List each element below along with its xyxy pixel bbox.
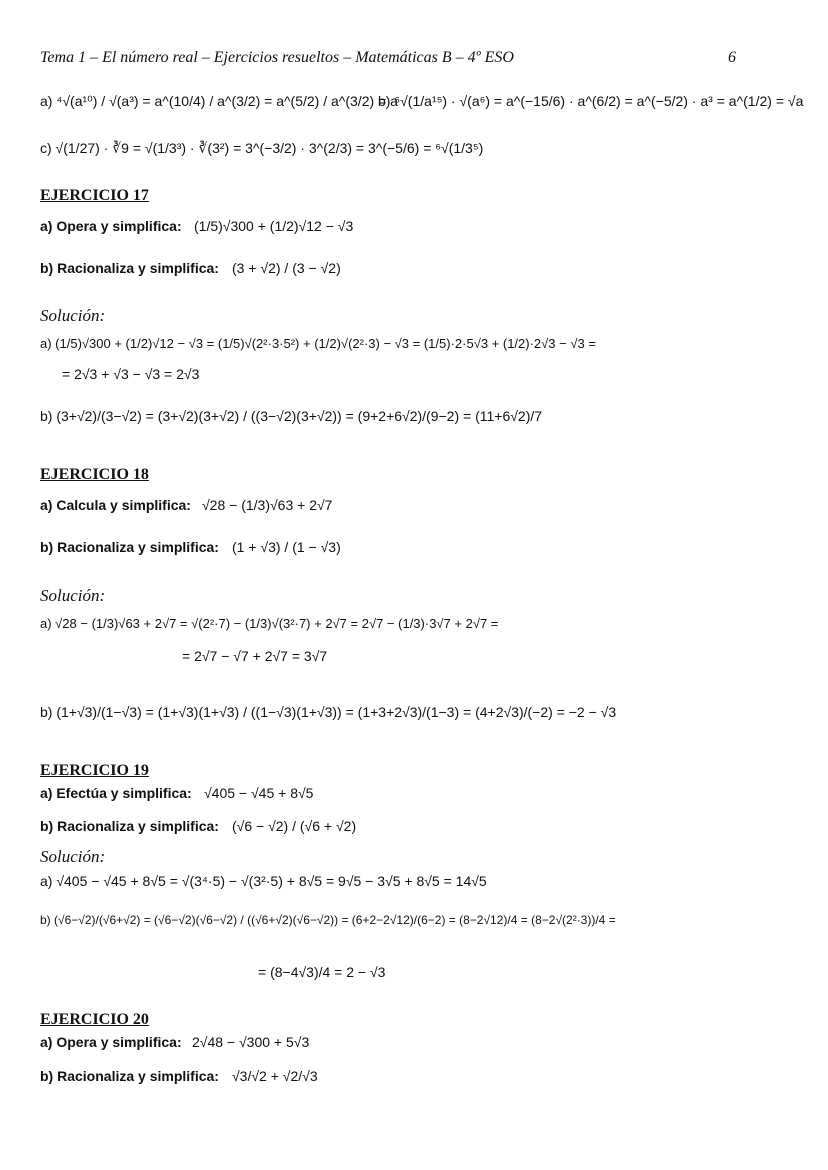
- exercise-18-a-statement: a) Calcula y simplifica:: [40, 497, 191, 513]
- prev-solution-b: b) ⁶√(1/a¹⁵) · √(a⁶) = a^(−15/6) · a^(6/2) = a^(−5/2) · a³ = a^(1/2) = √a: [378, 93, 804, 109]
- exercise-19-solution-b-line2: = (8−4√3)/4 = 2 − √3: [258, 964, 386, 980]
- prev-solution-a: a) ⁴√(a¹⁰) / √(a³) = a^(10/4) / a^(3/2) = a^(5/2) / a^(3/2) = a: [40, 93, 398, 109]
- exercise-17-a-expression: (1/5)√300 + (1/2)√12 − √3: [194, 218, 354, 234]
- exercise-18-b-statement: b) Racionaliza y simplifica:: [40, 539, 219, 555]
- exercise-20-a-statement: a) Opera y simplifica:: [40, 1034, 182, 1050]
- exercise-17-solution-a-line1: a) (1/5)√300 + (1/2)√12 − √3 = (1/5)√(2²·3·5²) + (1/2)√(2²·3) − √3 = (1/5)·2·5√3 + (1/2)·2√3 − √3 =: [40, 336, 596, 351]
- exercise-17-title: EJERCICIO 17: [40, 187, 149, 204]
- exercise-17-solution-label: Solución:: [40, 306, 106, 325]
- exercise-19-a-expression: √405 − √45 + 8√5: [204, 785, 314, 801]
- exercise-17-a-statement: a) Opera y simplifica:: [40, 218, 182, 234]
- exercise-18-solution-a-line1: a) √28 − (1/3)√63 + 2√7 = √(2²·7) − (1/3)√(3²·7) + 2√7 = 2√7 − (1/3)·3√7 + 2√7 =: [40, 616, 499, 631]
- exercise-17-b-statement: b) Racionaliza y simplifica:: [40, 260, 219, 276]
- exercise-18-b-expression: (1 + √3) / (1 − √3): [232, 539, 341, 555]
- exercise-18-solution-b: b) (1+√3)/(1−√3) = (1+√3)(1+√3) / ((1−√3)(1+√3)) = (1+3+2√3)/(1−3) = (4+2√3)/(−2) = −2 − √3: [40, 704, 617, 720]
- exercise-18-solution-label: Solución:: [40, 586, 106, 605]
- exercise-18-a-expression: √28 − (1/3)√63 + 2√7: [202, 497, 333, 513]
- exercise-19-solution-label: Solución:: [40, 847, 106, 866]
- exercise-20-a-expression: 2√48 − √300 + 5√3: [192, 1034, 310, 1050]
- exercise-17-solution-b: b) (3+√2)/(3−√2) = (3+√2)(3+√2) / ((3−√2)(3+√2)) = (9+2+6√2)/(9−2) = (11+6√2)/7: [40, 408, 543, 424]
- exercise-17-solution-a-line2: = 2√3 + √3 − √3 = 2√3: [62, 366, 200, 382]
- exercise-20-b-expression: √3/√2 + √2/√3: [232, 1068, 318, 1084]
- exercise-19-a-statement: a) Efectúa y simplifica:: [40, 785, 192, 801]
- exercise-19-solution-a: a) √405 − √45 + 8√5 = √(3⁴·5) − √(3²·5) + 8√5 = 9√5 − 3√5 + 8√5 = 14√5: [40, 873, 487, 889]
- exercise-19-b-expression: (√6 − √2) / (√6 + √2): [232, 818, 357, 834]
- exercise-20-b-statement: b) Racionaliza y simplifica:: [40, 1068, 219, 1084]
- exercise-19-b-statement: b) Racionaliza y simplifica:: [40, 818, 219, 834]
- prev-solution-c: c) √(1/27) · ∛9 = √(1/3³) · ∛(3²) = 3^(−3/2) · 3^(2/3) = 3^(−5/6) = ⁶√(1/3⁵): [40, 140, 484, 156]
- page-number: 6: [728, 49, 736, 66]
- exercise-18-solution-a-line2: = 2√7 − √7 + 2√7 = 3√7: [182, 648, 328, 664]
- exercise-19-title: EJERCICIO 19: [40, 762, 149, 779]
- exercise-18-title: EJERCICIO 18: [40, 466, 149, 483]
- page-header-title: Tema 1 – El número real – Ejercicios resueltos – Matemáticas B – 4º ESO: [40, 49, 514, 66]
- exercise-20-title: EJERCICIO 20: [40, 1011, 149, 1028]
- exercise-17-b-expression: (3 + √2) / (3 − √2): [232, 260, 341, 276]
- exercise-19-solution-b-line1: b) (√6−√2)/(√6+√2) = (√6−√2)(√6−√2) / ((√6+√2)(√6−√2)) = (6+2−2√12)/(6−2) = (8−2√12)/4 = (8−2√(2²·3))/4 =: [40, 913, 616, 927]
